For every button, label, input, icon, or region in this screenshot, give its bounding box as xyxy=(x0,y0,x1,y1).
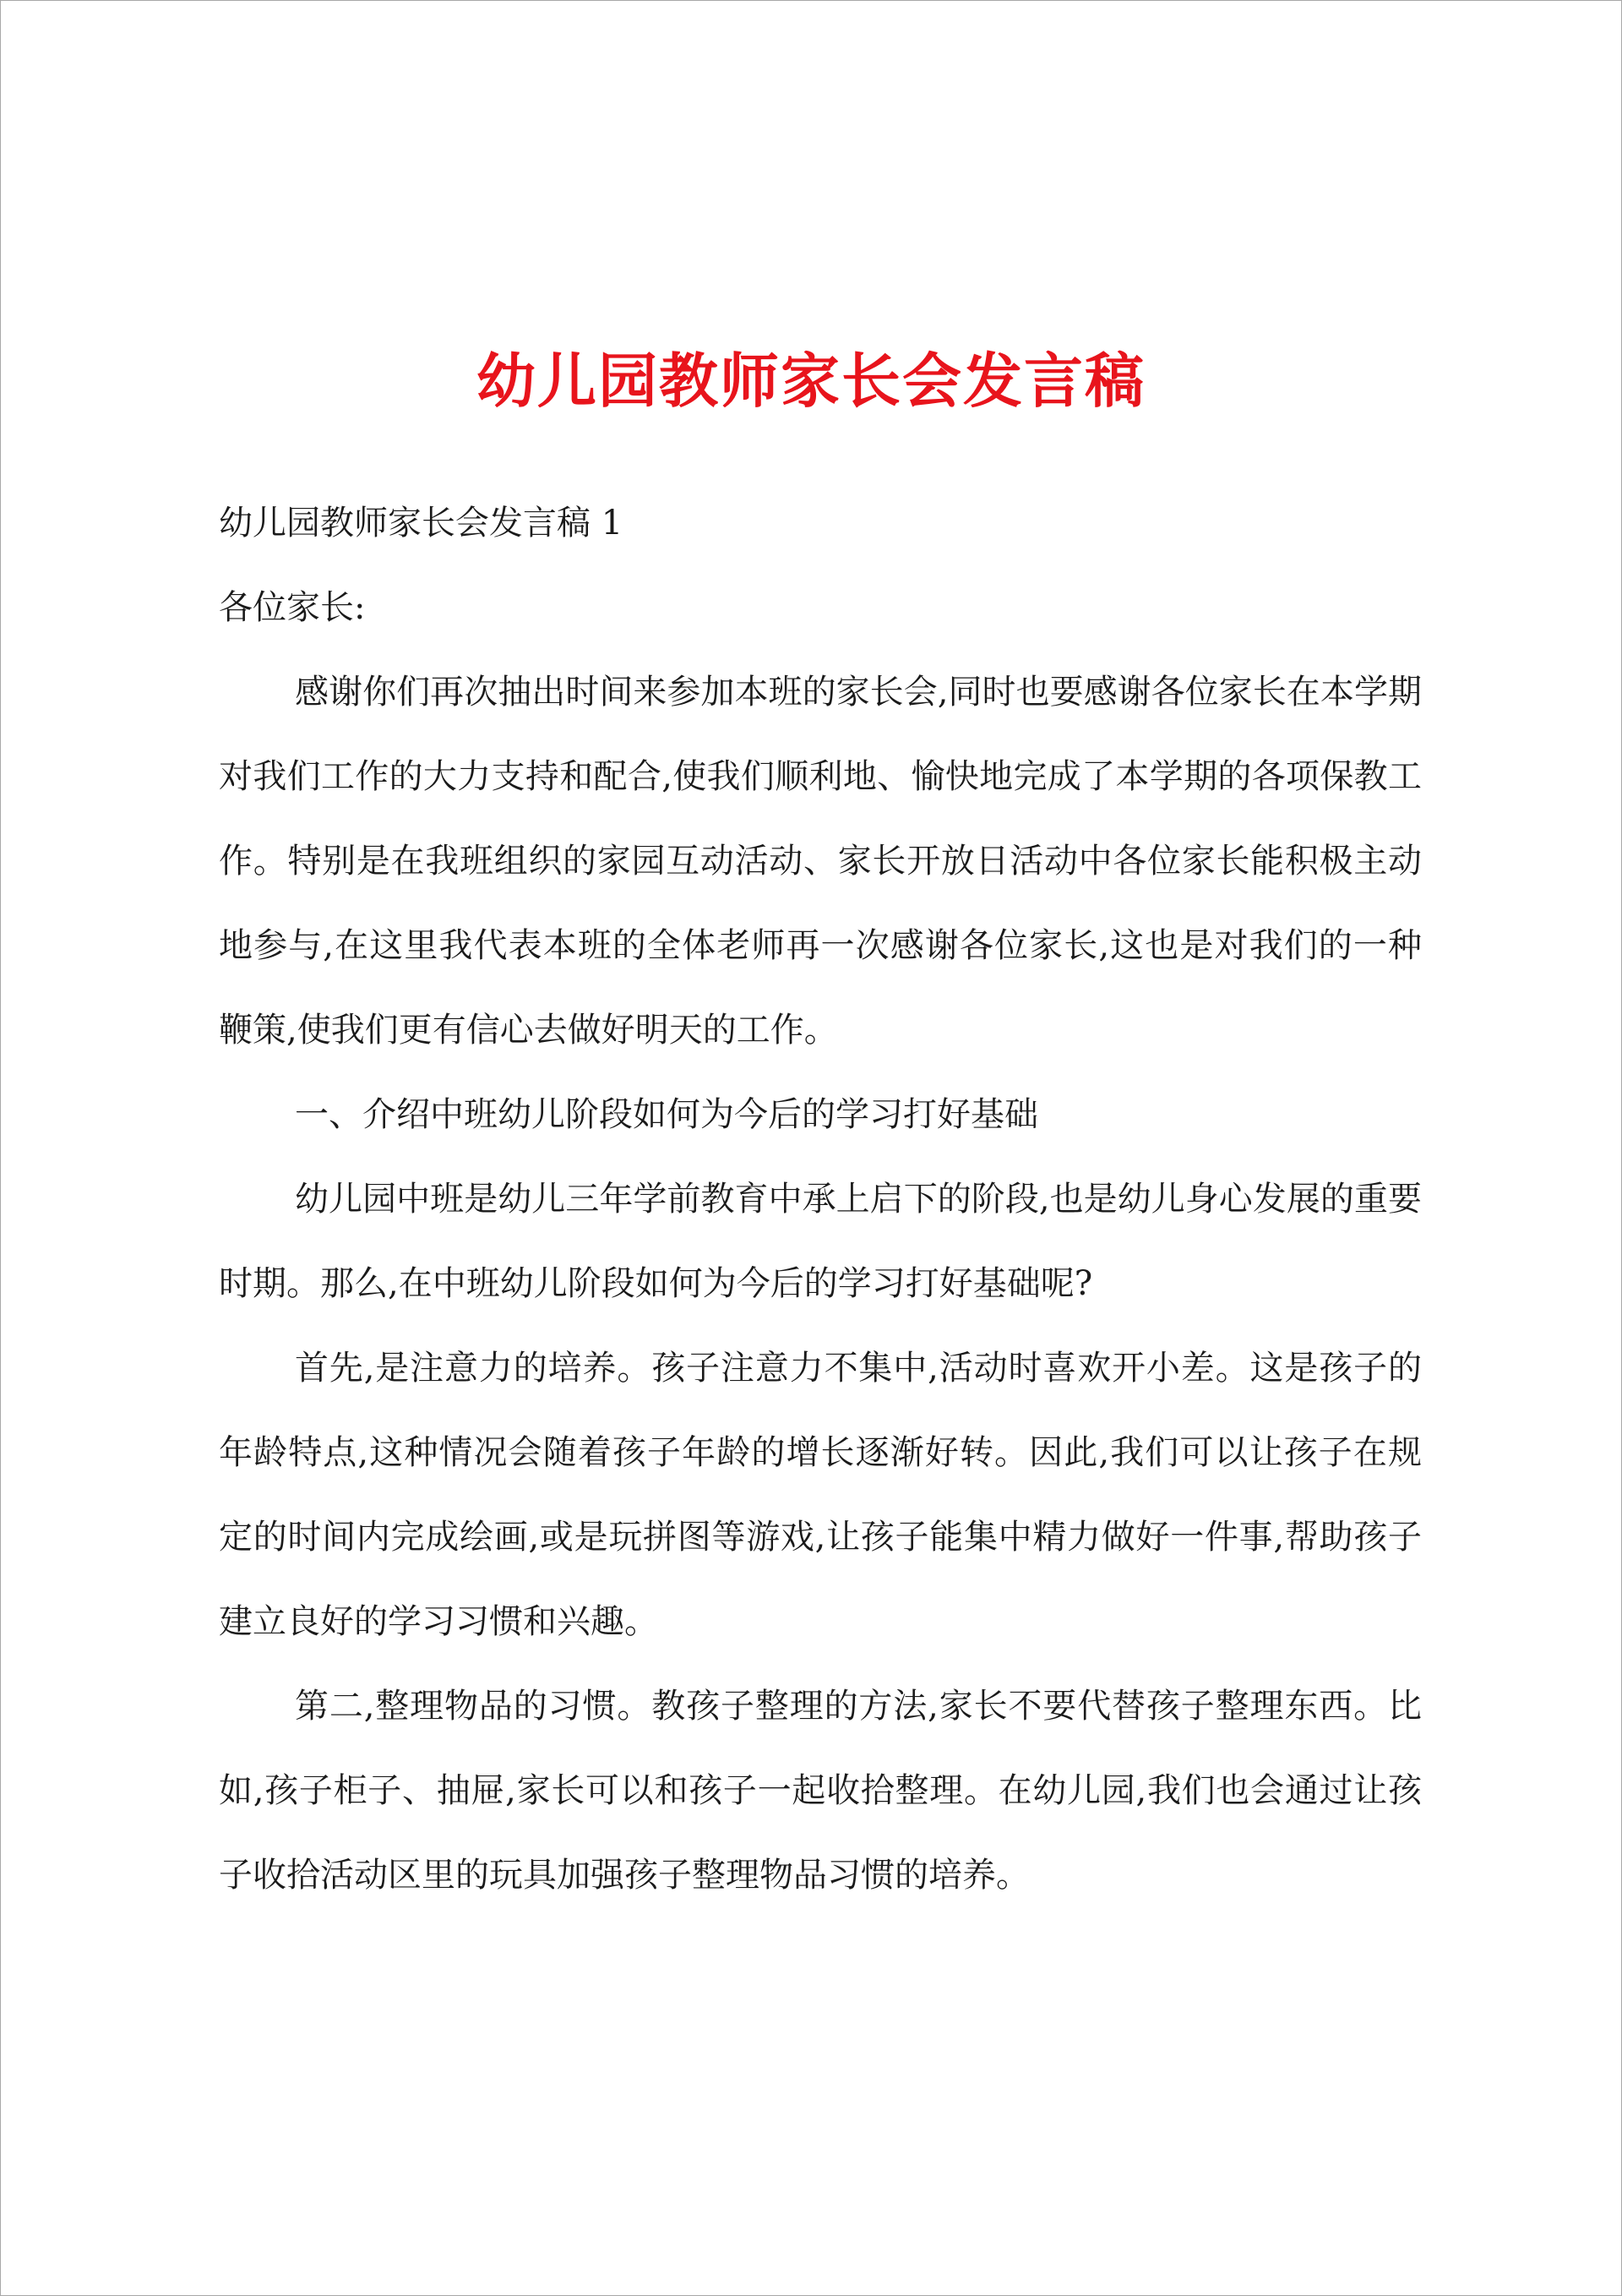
paragraph-4: 第二,整理物品的习惯。教孩子整理的方法,家长不要代替孩子整理东西。比如,孩子柜子、抽屉,家长可以和孩子一起收拾整理。在幼儿园,我们也会通过让孩子收拾活动区里的玩具加强孩子整理物品习惯的培养。 xyxy=(219,1687,1422,1895)
section-heading-1: 一、介绍中班幼儿阶段如何为今后的学习打好基础 xyxy=(295,1095,1038,1134)
document-subtitle: 幼儿园教师家长会发言稿 1 xyxy=(219,504,623,543)
document-body xyxy=(219,481,1422,1917)
document-title: 幼儿园教师家长会发言稿 xyxy=(476,346,1146,416)
paragraph-3: 首先,是注意力的培养。孩子注意力不集中,活动时喜欢开小差。这是孩子的年龄特点,这种情况会随着孩子年龄的增长逐渐好转。因此,我们可以让孩子在规定的时间内完成绘画,或是玩拼图等游戏,让孩子能集中精力做好一件事,帮助孩子建立良好的学习习惯和兴趣。 xyxy=(219,1349,1422,1641)
paragraph-2: 幼儿园中班是幼儿三年学前教育中承上启下的阶段,也是幼儿身心发展的重要时期。那么,在中班幼儿阶段如何为今后的学习打好基础呢? xyxy=(219,1180,1422,1303)
paragraph-1: 感谢你们再次抽出时间来参加本班的家长会,同时也要感谢各位家长在本学期对我们工作的大力支持和配合,使我们顺利地、愉快地完成了本学期的各项保教工作。特别是在我班组织的家园互动活动、家长开放日活动中各位家长能积极主动地参与,在这里我代表本班的全体老师再一次感谢各位家长,这也是对我们的一种鞭策,使我们更有信心去做好明天的工作。 xyxy=(219,673,1422,1050)
salutation: 各位家长: xyxy=(219,588,366,627)
